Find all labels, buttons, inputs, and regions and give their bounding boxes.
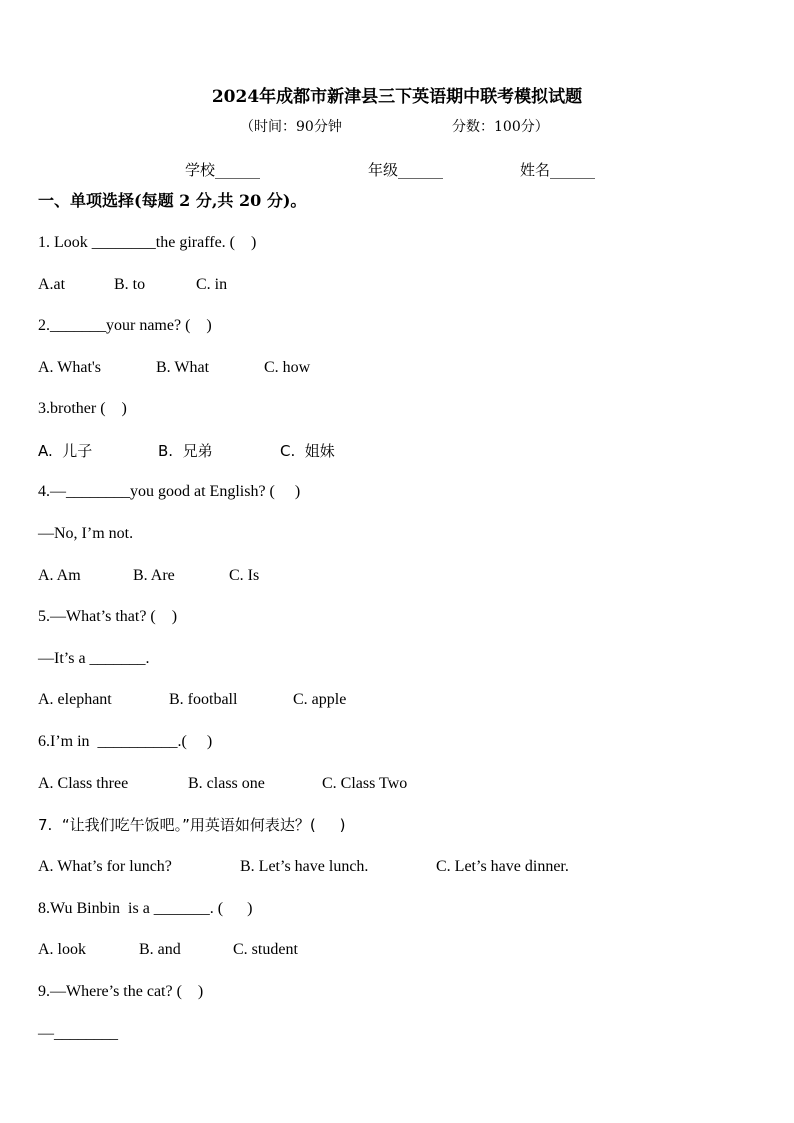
question-5-reply: —It’s a _______. (38, 650, 150, 667)
question-4-stem: 4.—________you good at English? ( ) (38, 483, 301, 500)
question-3-option-a: A. 儿子 (38, 442, 93, 460)
question-4-option-b: B. Are (133, 567, 175, 584)
question-7-option-c: C. Let’s have dinner. (436, 858, 569, 875)
question-5-option-b: B. football (169, 691, 238, 708)
question-1-stem: 1. Look ________the giraffe. ( ) (38, 234, 257, 251)
question-8-option-a: A. look (38, 941, 86, 958)
question-5-option-c: C. apple (293, 691, 347, 708)
name-field: 姓名______ (520, 161, 596, 179)
question-2-option-c: C. how (264, 359, 311, 376)
question-6-option-a: A. Class three (38, 775, 129, 792)
exam-score: 分数：100分） (452, 119, 549, 135)
exam-time: （时间：90分钟 (240, 119, 342, 135)
question-5-option-a: A. elephant (38, 691, 112, 708)
question-1-option-b: B. to (114, 276, 146, 293)
question-1-option-c: C. in (196, 276, 228, 293)
section-heading: 一、单项选择(每题 2 分,共 20 分)。 (38, 191, 307, 210)
question-9-reply: —________ (38, 1025, 118, 1042)
question-4-option-c: C. Is (229, 567, 260, 584)
school-field: 学校______ (185, 161, 261, 179)
grade-field: 年级______ (368, 161, 444, 179)
question-8-option-c: C. student (233, 941, 298, 958)
question-8-option-b: B. and (139, 941, 181, 958)
question-7-option-a: A. What’s for lunch? (38, 858, 172, 875)
question-3-stem: 3.brother ( ) (38, 400, 127, 417)
question-3-option-c: C. 姐妹 (280, 442, 335, 460)
question-5-stem: 5.—What’s that? ( ) (38, 608, 178, 625)
exam-title: 2024年成都市新津县三下英语期中联考模拟试题 (211, 87, 583, 107)
question-9-stem: 9.—Where’s the cat? ( ) (38, 983, 204, 1000)
question-3-option-b: B. 兄弟 (158, 442, 213, 460)
question-7-stem: 7. “让我们吃午饭吧。”用英语如何表达？( ) (38, 816, 346, 834)
question-6-stem: 6.I’m in __________.( ) (38, 733, 213, 750)
question-2-option-b: B. What (156, 359, 210, 376)
question-7-option-b: B. Let’s have lunch. (240, 858, 369, 875)
question-4-reply: —No, I’m not. (38, 525, 134, 542)
question-1-option-a: A.at (38, 276, 66, 293)
question-6-option-b: B. class one (188, 775, 265, 792)
question-2-option-a: A. What's (38, 359, 102, 376)
question-4-option-a: A. Am (38, 567, 81, 584)
question-8-stem: 8.Wu Binbin is a _______. ( ) (38, 900, 253, 917)
question-2-stem: 2._______your name? ( ) (38, 317, 212, 334)
question-6-option-c: C. Class Two (322, 775, 408, 792)
